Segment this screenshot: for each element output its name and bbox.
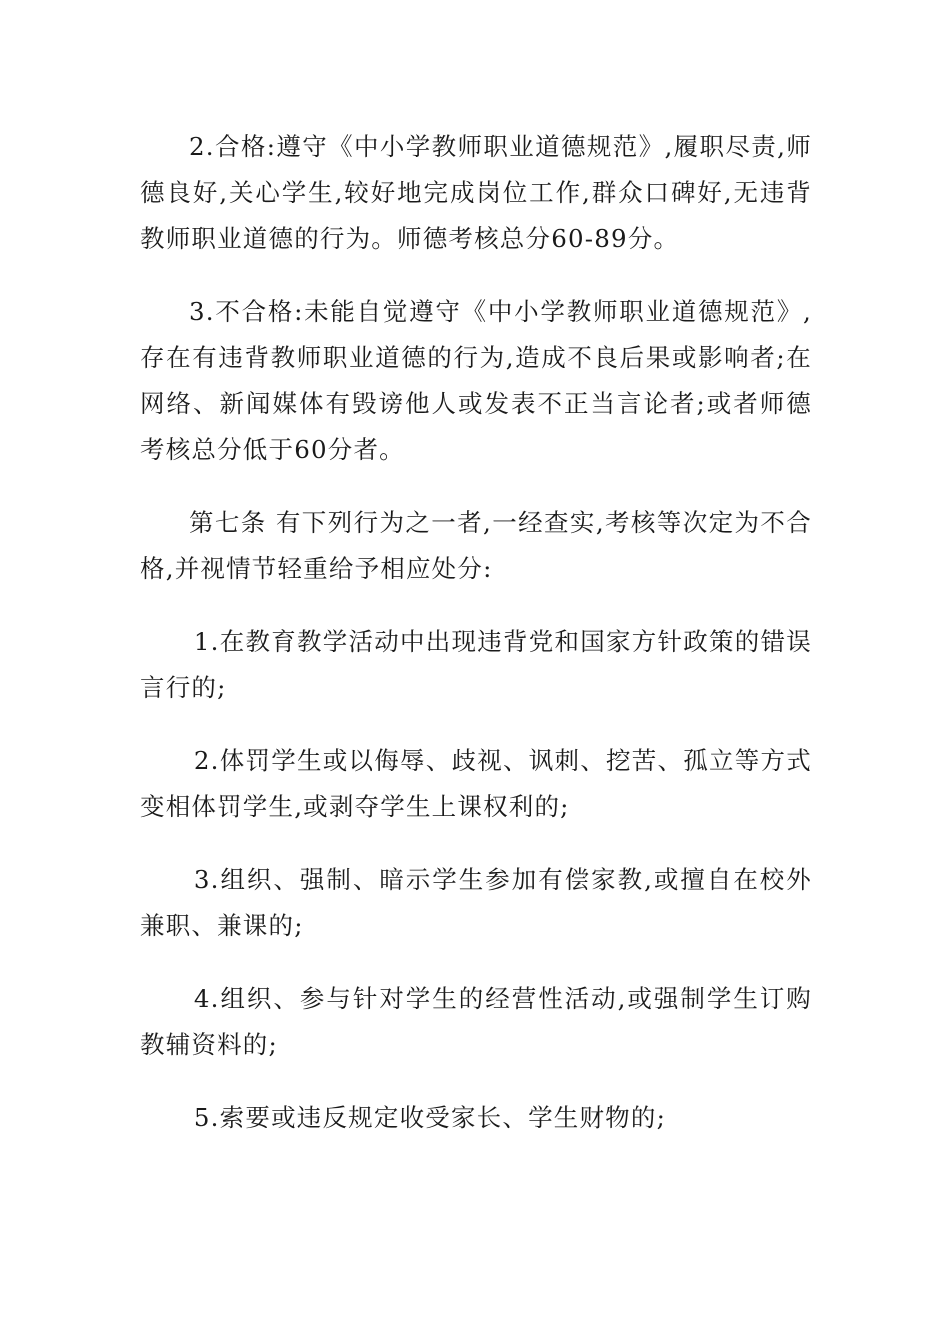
paragraph-article-seven: 第七条 有下列行为之一者,一经查实,考核等次定为不合格,并视情节轻重给予相应处分: [140,508,812,583]
paragraph-grade-unqualified: 3.不合格:未能自觉遵守《中小学教师职业道德规范》,存在有违背教师职业道德的行为,造成不良后果或影响者;在网络、新闻媒体有毁谤他人或发表不正当言论者;或者师德考核总分低于60分者。 [140,297,812,464]
list-item-2: 2.体罚学生或以侮辱、歧视、讽刺、挖苦、孤立等方式变相体罚学生,或剥夺学生上课权利的; [140,746,812,821]
paragraph-grade-qualified: 2.合格:遵守《中小学教师职业道德规范》,履职尽责,师德良好,关心学生,较好地完成岗位工作,群众口碑好,无违背教师职业道德的行为。师德考核总分60-89分。 [140,132,812,253]
document-body [140,124,812,1168]
list-item-1: 1.在教育教学活动中出现违背党和国家方针政策的错误言行的; [140,627,812,702]
list-item-4: 4.组织、参与针对学生的经营性活动,或强制学生订购教辅资料的; [140,984,812,1059]
list-item-5: 5.索要或违反规定收受家长、学生财物的; [193,1103,667,1132]
list-item-3: 3.组织、强制、暗示学生参加有偿家教,或擅自在校外兼职、兼课的; [140,865,812,940]
